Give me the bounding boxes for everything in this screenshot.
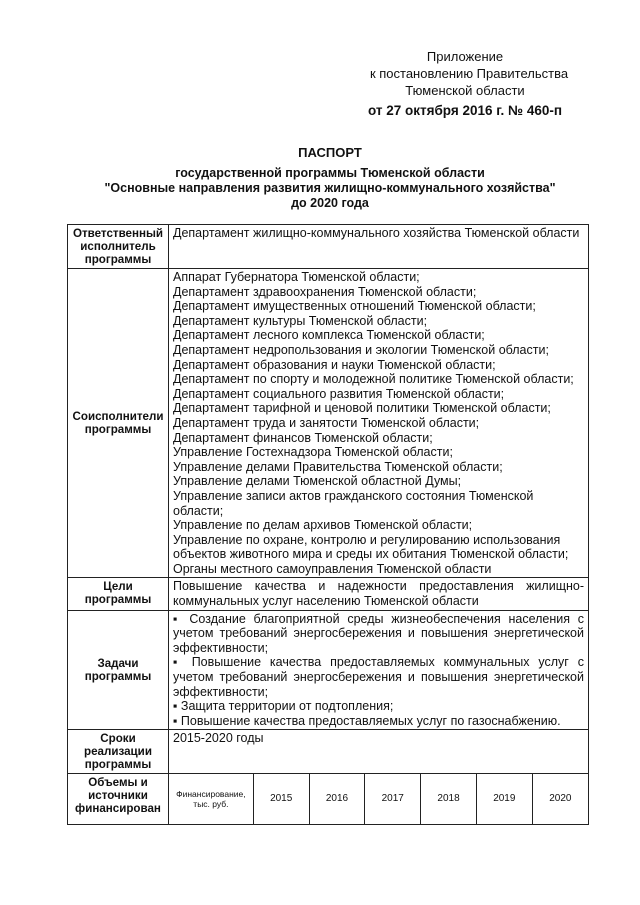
year-2019: 2019 [476,774,532,824]
funding-header-row [169,774,588,824]
list-item: Департамент социального развития Тюменской области; [173,386,505,401]
label-coexecutors: Соисполнители программы [68,269,169,578]
label-goals: Цели программы [68,578,169,610]
list-item: ▪ Повышение качества предоставляемых коммунальных услуг с учетом требований энергосбережения и повышения энергетической эффективности; [173,655,584,699]
appendix-line-1: Приложение [426,49,504,64]
list-item: Департамент тарифной и ценовой политики Тюменской области; [173,401,551,416]
value-tasks [169,610,589,730]
funding-header: Финансирование, тыс. руб. [176,789,246,810]
list-item: Департамент образования и науки Тюменской области; [173,357,496,372]
value-coexecutors [169,269,589,578]
list-item: Управление по делам архивов Тюменской области; [173,518,473,533]
label-funding: Объемы и источники финансирован [68,774,169,825]
passport-heading [70,145,590,211]
appendix-line-3: Тюменской области [405,83,525,98]
list-item: Аппарат Губернатора Тюменской области; [173,270,420,284]
label-responsible: Ответственный исполнитель программы [68,225,169,269]
list-item: ▪ Защита территории от подтопления; [173,699,394,714]
list-item: Департамент по спорту и молодежной политике Тюменской области; [173,372,574,387]
appendix-date-number: от 27 октября 2016 г. № 460-п [367,103,563,118]
list-item: Департамент недропользования и экологии Тюменской области; [173,342,549,357]
passport-line-2: "Основные направления развития жилищно-коммунального хозяйства" [104,181,556,195]
list-item: Органы местного самоуправления Тюменской области [173,561,492,576]
label-terms: Сроки реализации программы [68,730,169,774]
list-item: Управление по охране, контролю и регулированию использования объектов животного мира и среды их обитания Тюменской области; [173,532,569,562]
funding-subtable-cell [169,774,589,825]
row-tasks [68,610,589,730]
list-item: Управление делами Тюменской областной Думы; [173,474,462,489]
value-goals: Повышение качества и надежности предоставления жилищно-коммунальных услуг населению Тюменской области [169,578,589,610]
row-responsible [68,225,589,269]
year-2016: 2016 [309,774,365,824]
row-terms [68,730,589,774]
year-2018: 2018 [421,774,477,824]
label-tasks: Задачи программы [68,610,169,730]
list-item: Управление Гостехнадзора Тюменской области; [173,445,453,460]
list-item: Департамент здравоохранения Тюменской области; [173,284,477,299]
year-2015: 2015 [253,774,309,824]
list-item: Управление делами Правительства Тюменской области; [173,459,503,474]
row-coexecutors [68,269,589,578]
appendix-block [355,48,575,119]
list-item: Управление записи актов гражданского состояния Тюменской области; [173,488,534,518]
value-terms: 2015-2020 годы [169,730,589,774]
passport-table [67,224,589,825]
list-item: Департамент финансов Тюменской области; [173,430,433,445]
row-goals [68,578,589,610]
list-item: ▪ Повышение качества предоставляемых услуг по газоснабжению. [173,713,561,728]
row-funding [68,774,589,825]
passport-line-1: государственной программы Тюменской области [175,166,485,180]
list-item: Департамент лесного комплекса Тюменской области; [173,328,485,343]
list-item: ▪ Создание благоприятной среды жизнеобеспечения населения с учетом требований энергосбережения и повышения энергетической эффективности; [173,611,584,655]
value-responsible: Департамент жилищно-коммунального хозяйства Тюменской области [169,225,589,269]
list-item: Департамент труда и занятости Тюменской области; [173,415,480,430]
list-item: Департамент культуры Тюменской области; [173,313,428,328]
passport-line-3: до 2020 года [291,196,369,210]
funding-subtable [169,774,588,824]
list-item: Департамент имущественных отношений Тюменской области; [173,299,536,314]
passport-title: ПАСПОРТ [298,145,362,160]
appendix-line-2: к постановлению Правительства [369,66,569,81]
year-2020: 2020 [532,774,588,824]
year-2017: 2017 [365,774,421,824]
